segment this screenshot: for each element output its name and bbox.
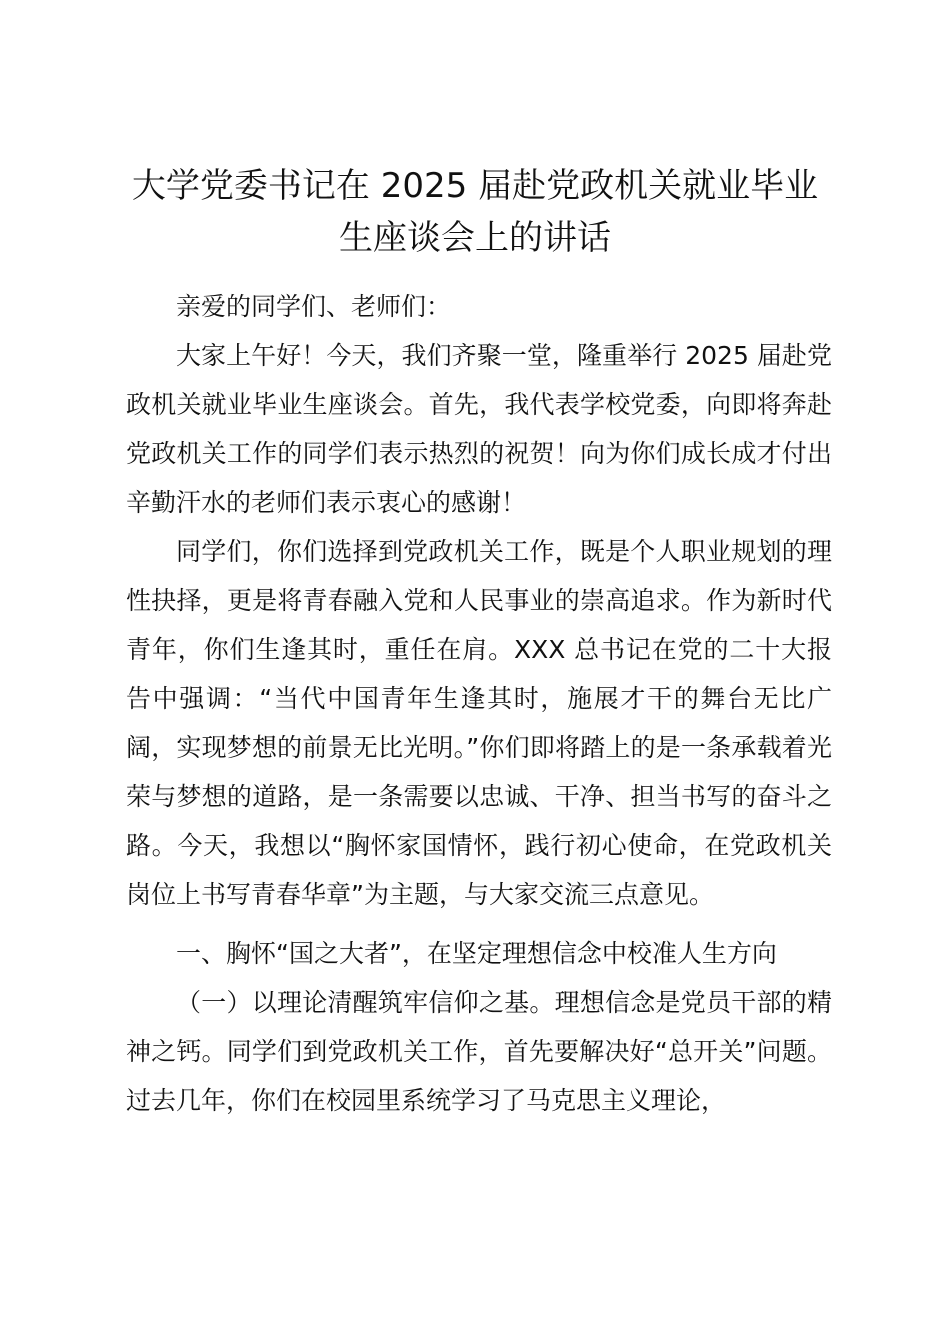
section-heading-1: 一、胸怀“国之大者”，在坚定理想信念中校准人生方向 <box>176 939 777 968</box>
title-line-2: 生座谈会上的讲话 <box>339 218 611 258</box>
paragraph-opening: 大家上午好！今天，我们齐聚一堂，隆重举行 2025 届赴党政机关就业毕业生座谈会。首先，我代表学校党委，向即将奔赴党政机关工作的同学们表示热烈的祝贺！向为你们成长成才付出辛勤汗水的老师们表示衷心的感谢！ <box>126 341 832 517</box>
paragraph-theme: 同学们，你们选择到党政机关工作，既是个人职业规划的理性抉择，更是将青春融入党和人民事业的崇高追求。作为新时代青年，你们生逢其时，重任在肩。XXX 总书记在党的二十大报告中强调：“当代中国青年生逢其时，施展才干的舞台无比广阔，实现梦想的前景无比光明。”你们即将踏上的是一条承载着光荣与梦想的道路，是一条需要以忠诚、干净、担当书写的奋斗之路。今天，我想以“胸怀家国情怀，践行初心使命，在党政机关岗位上书写青春华章”为主题，与大家交流三点意见。 <box>126 537 832 909</box>
greeting: 亲爱的同学们、老师们： <box>176 292 452 321</box>
title-line-1: 大学党委书记在 2025 届赴党政机关就业毕业 <box>131 166 819 206</box>
paragraph-section-1-1: （一）以理论清醒筑牢信仰之基。理想信念是党员干部的精神之钙。同学们到党政机关工作，首先要解决好“总开关”问题。过去几年，你们在校园里系统学习了马克思主义理论， <box>126 988 832 1115</box>
document-title <box>120 160 830 264</box>
document-body <box>126 282 832 1125</box>
